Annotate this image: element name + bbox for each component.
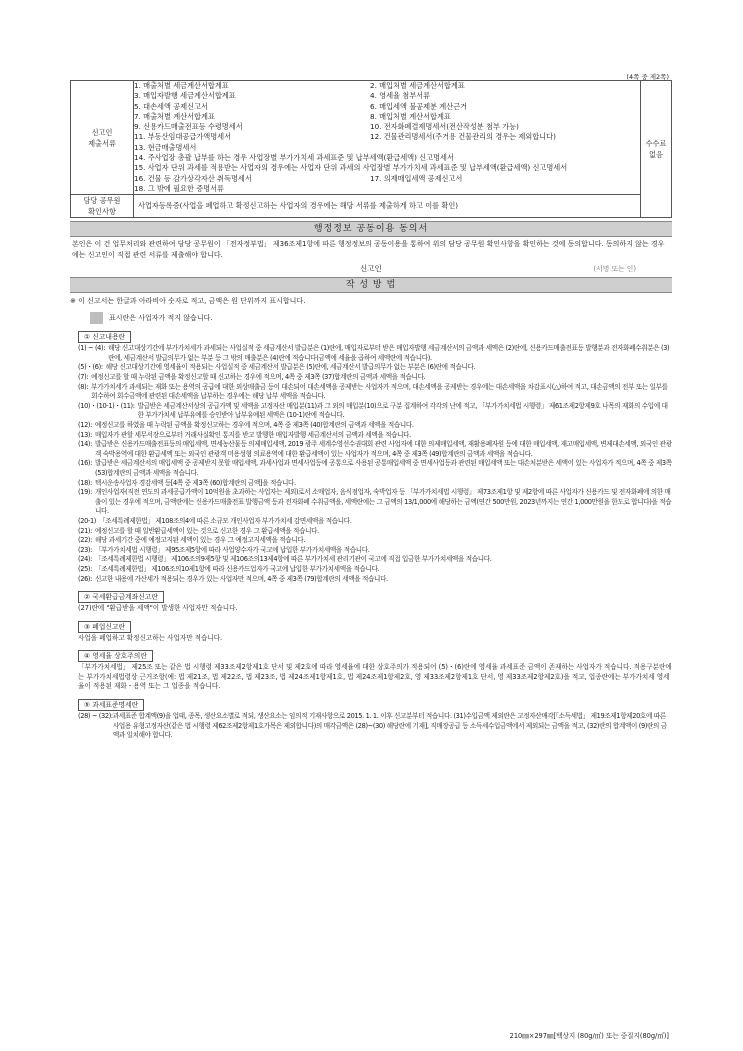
- label-line: 신고인: [91, 127, 113, 137]
- item-key: (23):: [78, 545, 93, 554]
- doc-item: 2. 매입처별 세금계산서합계표: [370, 81, 465, 90]
- method-item: [78, 440, 672, 459]
- method-item: [78, 431, 672, 441]
- shaded-note-text: 표시란은 사업자가 적지 않습니다.: [109, 314, 213, 323]
- official-check-text: 사업자등록증(사업을 폐업하고 확정신고하는 사업자의 경우에는 해당 서류를 제출하게 하고 이를 확인): [134, 195, 641, 218]
- item-key: (16):: [78, 459, 93, 468]
- official-check-label: [71, 195, 134, 218]
- doc-item: 12. 건물관리명세서(주거용 건물관리의 경우는 제외합니다): [370, 132, 556, 142]
- method-item: [78, 344, 672, 363]
- method-item: [78, 363, 672, 373]
- item-key: (1) ~ (4):: [78, 344, 106, 353]
- item-text: 개인사업자(직전 연도의 과세공급가액이 10억원을 초과하는 사업자는 제외)로서 소매업자, 음식점업자, 숙박업자 등 「부가가치세법 시행령」 제73조제1항 및 제2항에 따른 사업자가 신용카드 및 전자화폐에 의한 매출이 있는 경우에 적으며, 금액란에는 신용카드매출전표 발행금액 등과 전자화폐 수취금액을, 세액란에는 그 금액의 13/1,000에 해당하는 금액(연간 500만원, 2023년까지는 연간 1,000만원을 한도로 합니다)을 적습니다.: [95, 488, 672, 516]
- doc-item: 3. 매입자발행 세금계산서합계표: [134, 91, 236, 101]
- item-text: 「조세특례제한법」 제108조의4에 따른 소규모 개인사업자 부가가치세 감면세액을 적습니다.: [99, 516, 352, 525]
- consent-text: 본인은 이 건 업무처리와 관련하여 담당 공무원이 「전자정부법」 제36조제1항에 따른 행정정보의 공동이용을 통하여 위의 담당 공무원 확인사항을 확인하는 것에 동의합니다. 동의하지 않는 경우에는 신고인이 직접 관련 서류를 제출해야 합니다.: [72, 240, 665, 260]
- item-text: 「부가가치세법 시행령」 제95조제5항에 따라 사업양수자가 국고에 납입한 부가가치세액을 적습니다.: [95, 545, 370, 554]
- method-item: [78, 383, 672, 402]
- doc-item: 6. 매입세액 불공제분 계산근거: [370, 101, 468, 111]
- item-text: 발급받은 신용카드매출전표등의 매입세액, 면세농산물등 의제매입세액, 2019 광주 세계수영선수권대회 관련 사업자에 대한 의제매입세액, 재활용폐자원 등에 대한 매입세액, 재고매입세액, 변제대손세액, 외국인 관광객 숙박용역에 대한 환급세액 또는 외국인 관광객 미용성형 의료용역에 대한 환급세액이 있는 사업자가 적으며, 4쪽 중 제3쪽 (49)합계란의 금액과 세액을 적습니다.: [95, 440, 672, 458]
- method-item: [78, 546, 672, 556]
- item-text: 과세표준 합계액(9)을 업태, 종목, 생산요소별로 적되, 생산요소는 임의적 기재사항으로 2015. 1. 1. 이후 신고분부터 적습니다. (31)수입금액 제외란은 고정자산매각[「소득세법」 제19조제1항제20호에 따른 사업용 유형고정자산(같은 법 시행령 제62조제2항제1호가목은 제외합니다)의 매각금액은 (28)~(30) 해당란에 기재], 직매장공급 등 소득세수입금액에서 제외되는 금액을 적고, (32)란의 합계액이 (9)란의 금액과 일치해야 합니다.: [112, 712, 667, 740]
- label-line: 확인사항: [88, 207, 116, 217]
- item-text: 예정신고를 할 때 누락된 금액을 확정신고할 때 신고하는 경우에 적으며, 4쪽 중 제3쪽 (37)합계란의 금액과 세액을 적습니다.: [91, 373, 426, 382]
- tax-base-item: [70, 712, 672, 741]
- doc-item-18: 18. 그 밖에 필요한 증명서류: [134, 183, 225, 193]
- doc-item: 8. 매입처별 계산서합계표: [370, 111, 451, 121]
- method-item: [78, 555, 672, 565]
- doc-item-13: 13. 현금매출명세서: [134, 142, 197, 152]
- item-text: 택시운송사업자 경감세액 등[4쪽 중 제3쪽 (60)합계란의 금액]을 적습니다.: [95, 478, 296, 487]
- method-item: [78, 488, 672, 517]
- doc-item: 9. 신용카드매출전표등 수령명세서: [134, 122, 243, 132]
- signature-line: [70, 261, 672, 276]
- doc-item: 5. 대손세액 공제신고서: [134, 101, 208, 111]
- item-text: 매입자가 관할 세무서장으로부터 거래사실확인 통지를 받고 발행한 매입자발행 세금계산서의 금액과 세액을 적습니다.: [95, 430, 411, 439]
- method-item: [78, 373, 672, 383]
- method-title: 작 성 방 법: [70, 277, 672, 293]
- fee-label: 수수료: [645, 139, 667, 149]
- signer-label: 신고인: [360, 264, 382, 274]
- item-key: (24):: [78, 555, 93, 564]
- item-text: 해당 신고대상기간에 영세율이 적용되는 사업실적 중 세금계산서 발급분은 (5)란에, 세금계산서 발급의무가 없는 부분은 (6)란에 적습니다.: [105, 363, 476, 372]
- item-text: 「조세특례제한법」 제106조의10제1항에 따라 신용카드업자가 국고에 납입한 부가가치세액을 적습니다.: [95, 564, 380, 573]
- item-key: (26):: [78, 574, 93, 583]
- item-key: (28) ~ (32):: [78, 712, 113, 721]
- form-page: [70, 68, 672, 741]
- method-item: [78, 575, 672, 585]
- doc-item-14: 14. 주사업장 총괄 납부를 하는 경우 사업장별 부가가치세 과세표준 및 납부세액(환급세액) 신고명세서: [134, 153, 454, 163]
- signature-field[interactable]: (서명 또는 인): [593, 265, 636, 274]
- item-text: 발급받은 세금계산서상의 공급가액 및 세액을 고정자산 매입분(11)과 그 외의 매입분(10)으로 구분 집계하여 각각의 난에 적고, 「부가가치세법 시행령」 제61조제2항제9호 나목의 재화의 수입에 대한 부가가치세 납부유예를 승인받아 납부유예된 세액은 (10-1)란에 적습니다.: [137, 401, 668, 420]
- shaded-box-icon: [90, 312, 103, 324]
- item-key: (10)・(10-1)・(11):: [78, 401, 135, 410]
- doc-item-17: 17. 의제매입세액 공제신고서: [370, 173, 463, 183]
- item-key: (7):: [78, 373, 89, 382]
- item-text: 발급받은 세금계산서의 매입세액 중 공제받지 못할 매입세액, 과세사업과 면세사업등에 공통으로 사용된 공통매입세액 중 면세사업등과 관련된 매입세액 또는 대손처분받은 세액이 있는 사업자가 적으며, 4쪽 중 제3쪽 (53)합계란의 금액과 세액을 적습니다.: [95, 459, 672, 477]
- method-item: [78, 527, 672, 537]
- item-key: (5)・(6):: [78, 363, 103, 372]
- item-key: (19):: [78, 488, 93, 497]
- doc-item: 10. 전자화폐결제명세서(전산작성분 첨부 가능): [370, 122, 519, 132]
- doc-item: 7. 매출처별 계산서합계표: [134, 111, 215, 121]
- doc-item-16: 16. 건물 등 감가상각자산 취득명세서: [134, 173, 252, 183]
- item-key: (22):: [78, 536, 93, 545]
- page-number: (4쪽 중 제2쪽): [626, 73, 669, 81]
- method-item: [78, 402, 672, 421]
- item-key: (12):: [78, 421, 93, 430]
- item-text: 예정신고를 하였을 때 누락된 금액을 확정신고하는 경우에 적으며, 4쪽 중 제3쪽 (40)합계란의 금액과 세액을 적습니다.: [95, 421, 414, 430]
- item-key: (25):: [78, 564, 93, 573]
- item-text: 해당 과세기간 중에 예정고지된 세액이 있는 경우 그 예정고지세액을 적습니다.: [95, 536, 306, 545]
- doc-item: 1. 매출처별 세금계산서합계표: [134, 81, 229, 90]
- item-text: 예정신고를 할 때 일반환급세액이 있는 것으로 신고한 경우 그 환급세액을 적습니다.: [95, 526, 319, 535]
- item-text: 신고한 내용에 가산세가 적용되는 경우가 있는 사업자만 적으며, 4쪽 중 제3쪽 (79)합계란의 세액을 적습니다.: [95, 574, 388, 583]
- method-note: ※ 이 신고서는 한글과 아라비아 숫자로 적고, 금액은 원 단위까지 표시합니다.: [70, 297, 306, 306]
- report-content-items: [70, 344, 672, 584]
- refund-account-text: (27)란에 "환급받을 세액"이 발생한 사업자만 적습니다.: [78, 604, 238, 613]
- item-key: (21):: [78, 526, 93, 535]
- shaded-note: [70, 312, 672, 324]
- item-key: (14):: [78, 440, 93, 449]
- method-item: [78, 459, 672, 478]
- section-reciprocity: ④ 영세율 상호주의란: [78, 650, 153, 662]
- consent-title: 행정정보 공동이용 동의서: [70, 221, 672, 237]
- reciprocity-text: 「부가가치세법」 제25조 또는 같은 법 시행령 제33조제2항제1호 단서 및 제2호에 따라 영세율에 대한 상호주의가 적용되어 (5)・(6)란에 영세율 과세표준 금액이 존재하는 사업자가 적습니다. 적용구분란에는 부가가치세법령상 근거조항(예: 법 제21조, 법 제22조, 법 제23조, 법 제24조제1항제1호, 법 제24조제1항제2호, 영 제33조제2항제1호 단서, 영 제33조제2항제2호)을 적고, 업종란에는 부가가치세 영세율이 적용된 재화・용역 또는 그 업종을 적습니다.: [78, 663, 672, 691]
- method-item: [78, 536, 672, 546]
- method-item: [78, 517, 672, 527]
- doc-item-15: 15. 사업자 단위 과세를 적용받는 사업자의 경우에는 사업자 단위 과세의 사업장별 부가가치세 과세표준 및 납부세액(환급세액) 신고명세서: [134, 163, 568, 173]
- item-text: 부가가치세가 과세되는 재화 또는 용역의 공급에 대한 외상매출금 등이 대손되어 대손세액을 공제받는 사업자가 적으며, 대손세액을 공제받는 경우에는 대손세액을 차감표시(△)하여 적고, 대손금액의 전부 또는 일부를 회수하여 회수금액에 관련된 대손세액을 납부하는 경우에는 해당 납부 세액을 적습니다.: [91, 382, 668, 401]
- item-key: (18):: [78, 478, 93, 487]
- documents-table: [70, 80, 672, 218]
- doc-item: 11. 부동산임대공급가액명세서: [134, 132, 232, 142]
- method-item: [78, 479, 672, 489]
- section-tax-base: ⑤ 과세표준명세란: [78, 699, 144, 711]
- paper-spec: 210㎜×297㎜[백상지 (80g/㎡) 또는 중질지(80g/㎡)]: [509, 1032, 669, 1040]
- section-refund-account: ② 국세환급금계좌신고란: [78, 591, 164, 603]
- item-text: 「조세특례제한법 시행령」 제106조의9제5항 및 제106조의13제4항에 따른 부가가치세 관리기관이 국고에 직접 입금한 부가가치세액을 적습니다.: [95, 555, 492, 564]
- method-item: [78, 565, 672, 575]
- label-line: 담당 공무원: [83, 196, 121, 206]
- item-key: (20-1): [78, 516, 97, 525]
- item-key: (8):: [78, 382, 89, 391]
- section-report-content: ① 신고내용란: [78, 331, 131, 343]
- doc-item: 4. 영세율 첨부서류: [370, 91, 431, 101]
- fee-cell: [641, 81, 672, 218]
- item-key: (13):: [78, 430, 93, 439]
- documents-list: [134, 81, 641, 195]
- fee-value: 없음: [649, 150, 663, 160]
- closure-text: 사업을 폐업하고 확정신고하는 사업자만 적습니다.: [78, 633, 223, 642]
- section-closure: ③ 폐업신고란: [78, 621, 131, 633]
- item-text: 해당 신고대상기간에 부가가치세가 과세되는 사업실적 중 세금계산서 발급분은 (1)란에, 매입자로부터 받은 매입자발행 세금계산서의 금액과 세액은 (2)란에, 신용카드매출전표등 발행분과 전자화폐수취분은 (3)란에, 세금계산서 발급의무가 없는 부분 등 그 밖의 매출분은 (4)란에 적습니다(금액에 세율을 곱하여 세액란에 적습니다).: [108, 344, 670, 362]
- label-line: 제출서류: [88, 138, 116, 148]
- submit-docs-label: [71, 81, 134, 195]
- method-item: [78, 421, 672, 431]
